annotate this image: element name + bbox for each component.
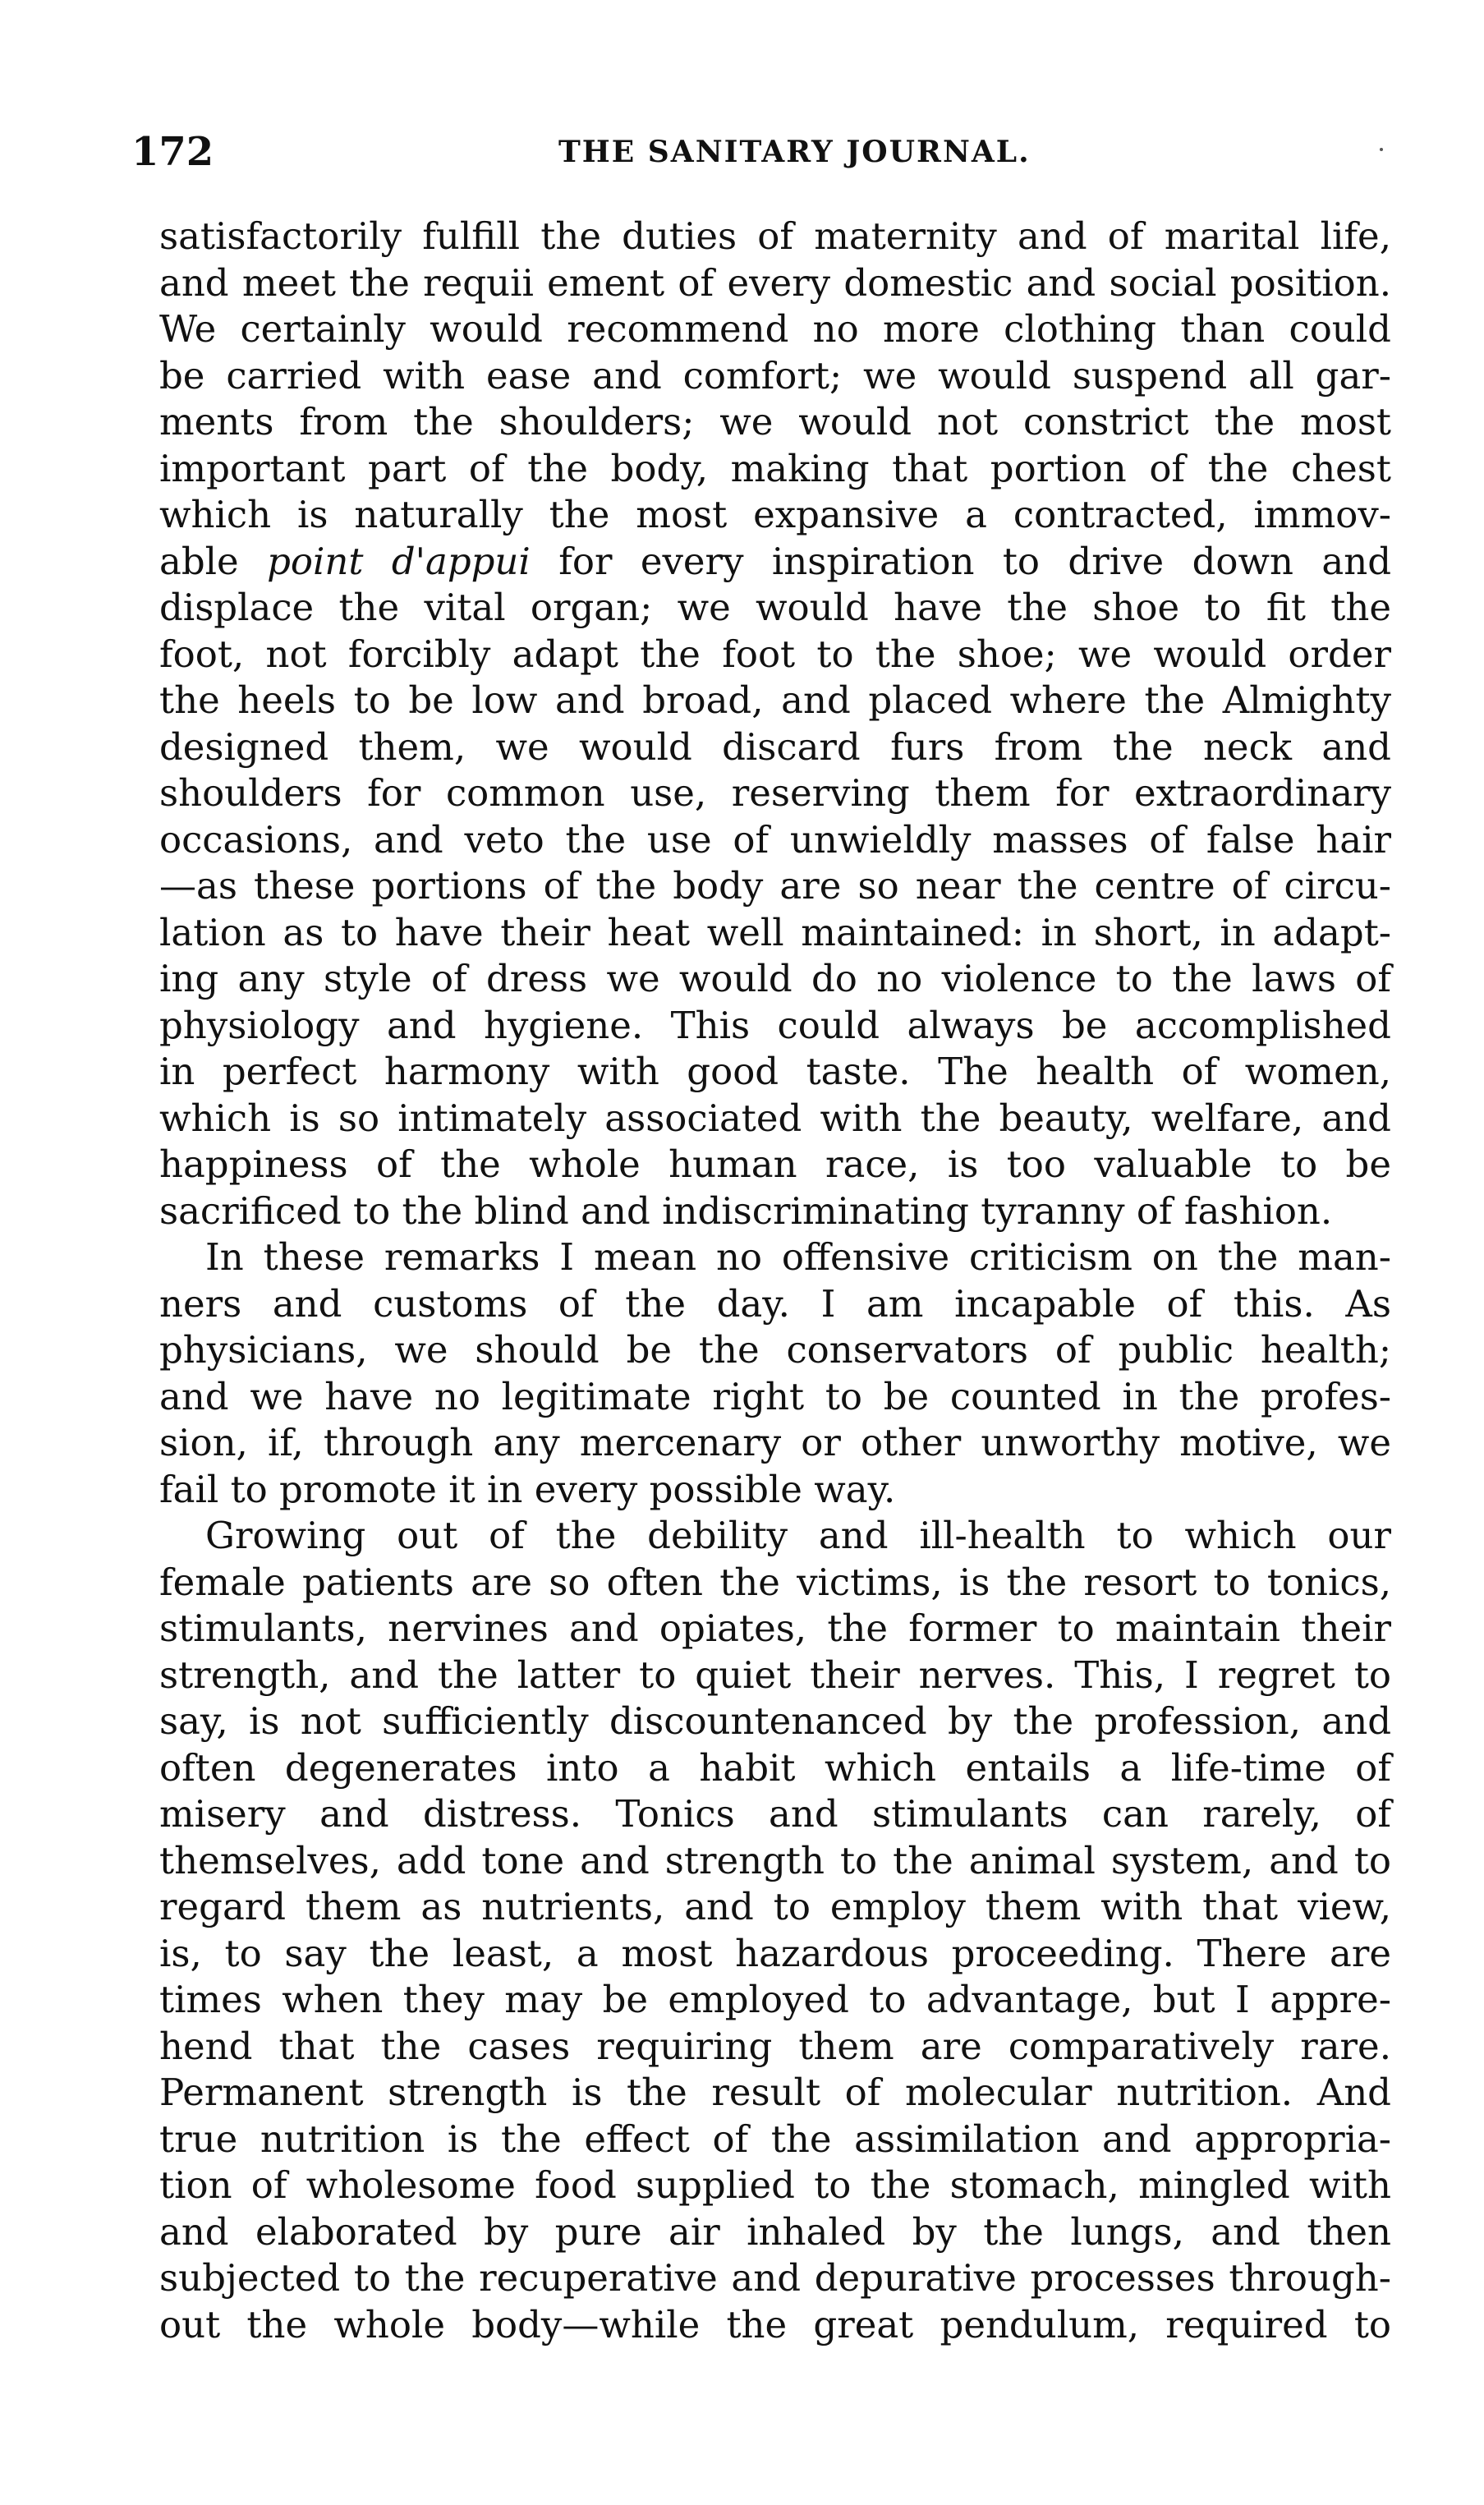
text-line: tion of wholesome food supplied to the stomach, mingled with bbox=[159, 2163, 1391, 2207]
text-line: displace the vital organ; we would have the shoe to fit the bbox=[159, 586, 1391, 629]
text-line: ing any style of dress we would do no violence to the laws of bbox=[159, 957, 1391, 1000]
text-line: and we have no legitimate right to be counted in the profes- bbox=[159, 1374, 1391, 1418]
text-line: designed them, we would discard furs from the neck and bbox=[159, 724, 1391, 769]
page-number: 172 bbox=[131, 129, 214, 175]
text-line: satisfactorily fulfill the duties of maternity and of marital life, bbox=[159, 214, 1391, 258]
text-line: sion, if, through any mercenary or other unworthy motive, we bbox=[159, 1421, 1391, 1464]
text-line: say, is not sufficiently discountenanced by the profession, and bbox=[159, 1699, 1391, 1743]
text-line: hend that the cases requiring them are comparatively rare. bbox=[159, 2024, 1391, 2068]
text-line: misery and distress. Tonics and stimulants can rarely, of bbox=[159, 1792, 1391, 1836]
text-line: strength, and the latter to quiet their nerves. This, I regret to bbox=[159, 1652, 1391, 1697]
text-line: Permanent strength is the result of molecular nutrition. And bbox=[159, 2071, 1391, 2114]
text-line: physicians, we should be the conservators of public health; bbox=[159, 1328, 1391, 1372]
text-line: fail to promote it in every possible way. bbox=[159, 1467, 896, 1511]
text-line: the heels to be low and broad, and placed where the Almighty bbox=[159, 678, 1391, 722]
text-line: ments from the shoulders; we would not constrict the most bbox=[159, 400, 1391, 444]
text-line: subjected to the recuperative and depurative processes through- bbox=[159, 2256, 1391, 2300]
text-line: sacrificed to the blind and indiscriminating tyranny of fashion. bbox=[159, 1188, 1333, 1233]
text-line: physiology and hygiene. This could always be accomplished bbox=[159, 1003, 1391, 1047]
text-line: which is naturally the most expansive a contracted, immov- bbox=[159, 493, 1391, 536]
text-fragment: able bbox=[159, 539, 268, 583]
page-header bbox=[131, 115, 1388, 189]
text-line: out the whole body—while the great pendulum, required to bbox=[159, 2302, 1391, 2346]
text-line: often degenerates into a habit which entails a life-time of bbox=[159, 1745, 1391, 1790]
text-line: We certainly would recommend no more clothing than could bbox=[159, 307, 1391, 351]
text-line: and elaborated by pure air inhaled by the lungs, and then bbox=[159, 2209, 1391, 2254]
text-line: and meet the requii ement of every domestic and social position. bbox=[159, 260, 1391, 305]
body-text bbox=[159, 214, 1391, 2348]
running-head: THE SANITARY JOURNAL. bbox=[558, 135, 1031, 169]
text-line: lation as to have their heat well maintained: in short, in adapt- bbox=[159, 910, 1391, 954]
text-line bbox=[159, 539, 1391, 586]
stray-mark bbox=[1380, 148, 1383, 151]
text-line: female patients are so often the victims, is the resort to tonics, bbox=[159, 1560, 1391, 1604]
text-line: shoulders for common use, reserving them for extraordinary bbox=[159, 771, 1391, 815]
text-fragment: for every inspiration to drive down and bbox=[530, 539, 1391, 583]
text-line: In these remarks I mean no offensive criticism on the man- bbox=[205, 1235, 1391, 1279]
text-line: in perfect harmony with good taste. The health of women, bbox=[159, 1050, 1391, 1093]
text-line: important part of the body, making that portion of the chest bbox=[159, 446, 1391, 490]
text-line: true nutrition is the effect of the assimilation and appropria- bbox=[159, 2117, 1391, 2161]
text-line: times when they may be employed to advantage, but I appre- bbox=[159, 1978, 1391, 2021]
text-line: stimulants, nervines and opiates, the former to maintain their bbox=[159, 1606, 1391, 1650]
text-line: occasions, and veto the use of unwieldly masses of false hair bbox=[159, 817, 1391, 862]
text-line: themselves, add tone and strength to the animal system, and to bbox=[159, 1838, 1391, 1882]
text-line: foot, not forcibly adapt the foot to the shoe; we would order bbox=[159, 632, 1391, 676]
text-line: —as these portions of the body are so near the centre of circu- bbox=[159, 864, 1391, 908]
text-line: which is so intimately associated with the beauty, welfare, and bbox=[159, 1096, 1391, 1140]
italic-phrase: point d'appui bbox=[267, 539, 531, 583]
text-line: ners and customs of the day. I am incapable of this. As bbox=[159, 1281, 1391, 1326]
text-line: Growing out of the debility and ill-health to which our bbox=[205, 1514, 1391, 1557]
text-line: be carried with ease and comfort; we would suspend all gar- bbox=[159, 353, 1391, 398]
text-line: regard them as nutrients, and to employ them with that view, bbox=[159, 1885, 1391, 1928]
text-line: is, to say the least, a most hazardous proceeding. There are bbox=[159, 1931, 1391, 1975]
text-line: happiness of the whole human race, is too valuable to be bbox=[159, 1142, 1391, 1186]
